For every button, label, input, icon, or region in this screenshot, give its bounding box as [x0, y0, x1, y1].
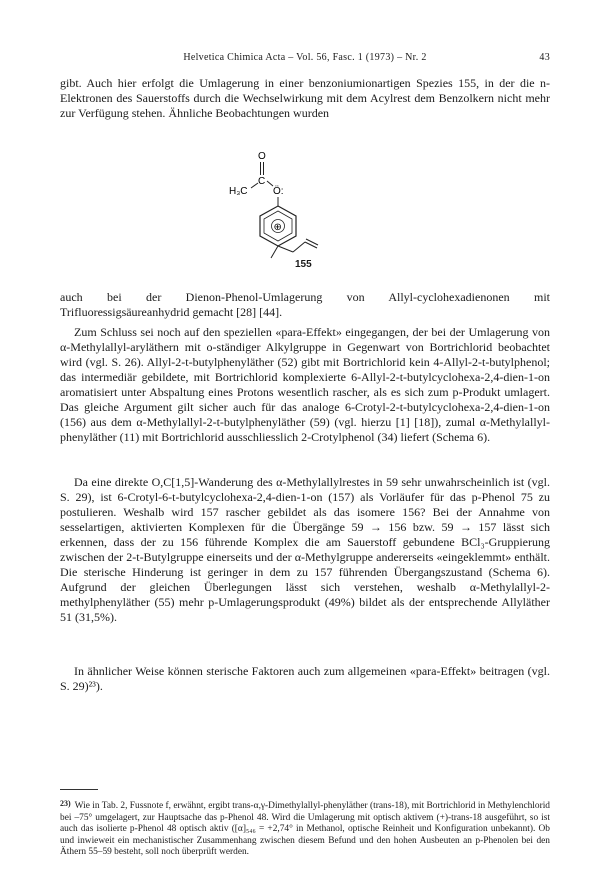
- atom-c-carbonyl: C: [258, 176, 266, 187]
- paragraph-2: auch bei der Dienon-Phenol-Umlagerung von Allyl-cyclohexadienonen mit Trifluoressigsäureanhydrid gemacht [28] [44].: [60, 290, 550, 319]
- paragraph-4: Da eine direkte O,C[1,5]-Wanderung des α-Methylallylrestes in 59 sehr unwahrscheinlich ist (vgl. S. 29), ist 6-Crotyl-6-t-butylcyclohexa-2,4-dien-1-on (157) als Vorläufer für das p-Phenol 75 zu postulieren. Weshalb wird 157 rascher gebildet als das isomere 156? Bei der Annahme von sesselartigen, aktivierten Komplexen für die Übergänge 59 → 156 bzw. 59 → 157 lässt sich erkennen, dass der zu 156 führende Komplex die am Sauerstoff gebundene BCl₃-Gruppierung zwischen der 2-t-Butylgruppe einerseits und der α-Methylgruppe andererseits «eingeklemmt» enthält. Die sterische Hinderung ist geringer in dem zu 157 führenden Übergangszustand (Schema 6). Aufgrund der gleichen Überlegungen lässt sich verstehen, weshalb α-Methylallyl-2-methylphenyläther (55) mehr p-Umlagerungsprodukt (49%) bildet als der entsprechende Allyläther 51 (31,5%).: [60, 475, 550, 624]
- atom-o-ring: Ö:: [273, 186, 284, 197]
- chemical-structure-155: [229, 148, 373, 276]
- paragraph-3: Zum Schluss sei noch auf den speziellen «para-Effekt» eingegangen, der bei der Umlagerung von α-Methylallyl-aryläthern mit o-ständiger Alkylgruppe in Gegenwart von Bortrichlorid beobachtet wird (vgl. S. 26). Allyl-2-t-butylphenyläther (52) gibt mit Bortrichlorid kein 4-Allyl-2-t-butylphenol; das intermediär gebildete, mit Bortrichlorid komplexierte 6-Allyl-2-t-butylcyclohexa-2,4-dien-1-on aromatisiert unter Abspaltung eines Protons wesentlich rascher, als es sich zum p-Produkt umlagert. Das gleiche Argument gilt sicher auch für das analoge 6-Crotyl-2-t-butylcyclohexa-2,4-dien-1-on (156) aus dem α-Methylallyl-2-t-butylphenyläther (59) (vgl. hierzu [1] [18]), zumal α-Methylallyl-phenyläther (11) mit Bortrichlorid ausschliesslich 2-Crotylphenol (34) liefert (Schema 6).: [60, 325, 550, 444]
- page-number: 43: [539, 52, 550, 63]
- paragraph-5: In ähnlicher Weise können sterische Faktoren auch zum allgemeinen «para-Effekt» beitragen (vgl. S. 29)²³).: [60, 664, 550, 693]
- footnote-rule: [60, 789, 98, 790]
- footnote-23: [60, 798, 550, 859]
- running-header: [60, 52, 550, 63]
- compound-label: 155: [295, 259, 312, 270]
- journal-title: Helvetica Chimica Acta – Vol. 56, Fasc. 1 (1973) – Nr. 2: [183, 52, 427, 63]
- footnote-text: Wie in Tab. 2, Fussnote f, erwähnt, ergibt trans-α,γ-Dimethylallyl-phenyläther (trans-18), mit Bortrichlorid in Methylenchlorid bei –75° umgelagert, zur Hauptsache das p-Phenol 48. Wird die Umlagerung mit optisch aktivem (+)-trans-18 ausgeführt, so ist auch das isolierte p-Phenol 48 optisch aktiv ([α]₅₄₆ = +2,74° in Methanol, optische Reinheit und Konfiguration unbekannt). Ob und inwieweit ein mechanistischer Zusammenhang zwischen diesem Befund und den hohen Ausbeuten an p-Phenolen bei den Äthern 55–59 besteht, soll noch überprüft werden.: [60, 801, 550, 858]
- allyl-double-2: [306, 239, 318, 245]
- allyl-bond-1: [278, 246, 293, 252]
- paragraph-1: gibt. Auch hier erfolgt die Umlagerung in einer benzoniumionartigen Spezies 155, in der die n-Elektronen des Sauerstoffs durch die Wechselwirkung mit dem Acylrest dem Benzolkern nicht mehr zur Verfügung stehen. Ähnliche Beobachtungen wurden: [60, 76, 550, 120]
- atom-h3c: H₃C: [229, 186, 248, 197]
- allyl-bond-2: [293, 242, 305, 252]
- ring-charge: ⊕: [273, 222, 282, 233]
- atom-o-top: O: [258, 151, 266, 162]
- footnote-mark: 23): [60, 799, 71, 808]
- methyl-bond: [271, 246, 278, 258]
- bond-c-ch3: [251, 183, 258, 188]
- allyl-double-1: [305, 242, 317, 248]
